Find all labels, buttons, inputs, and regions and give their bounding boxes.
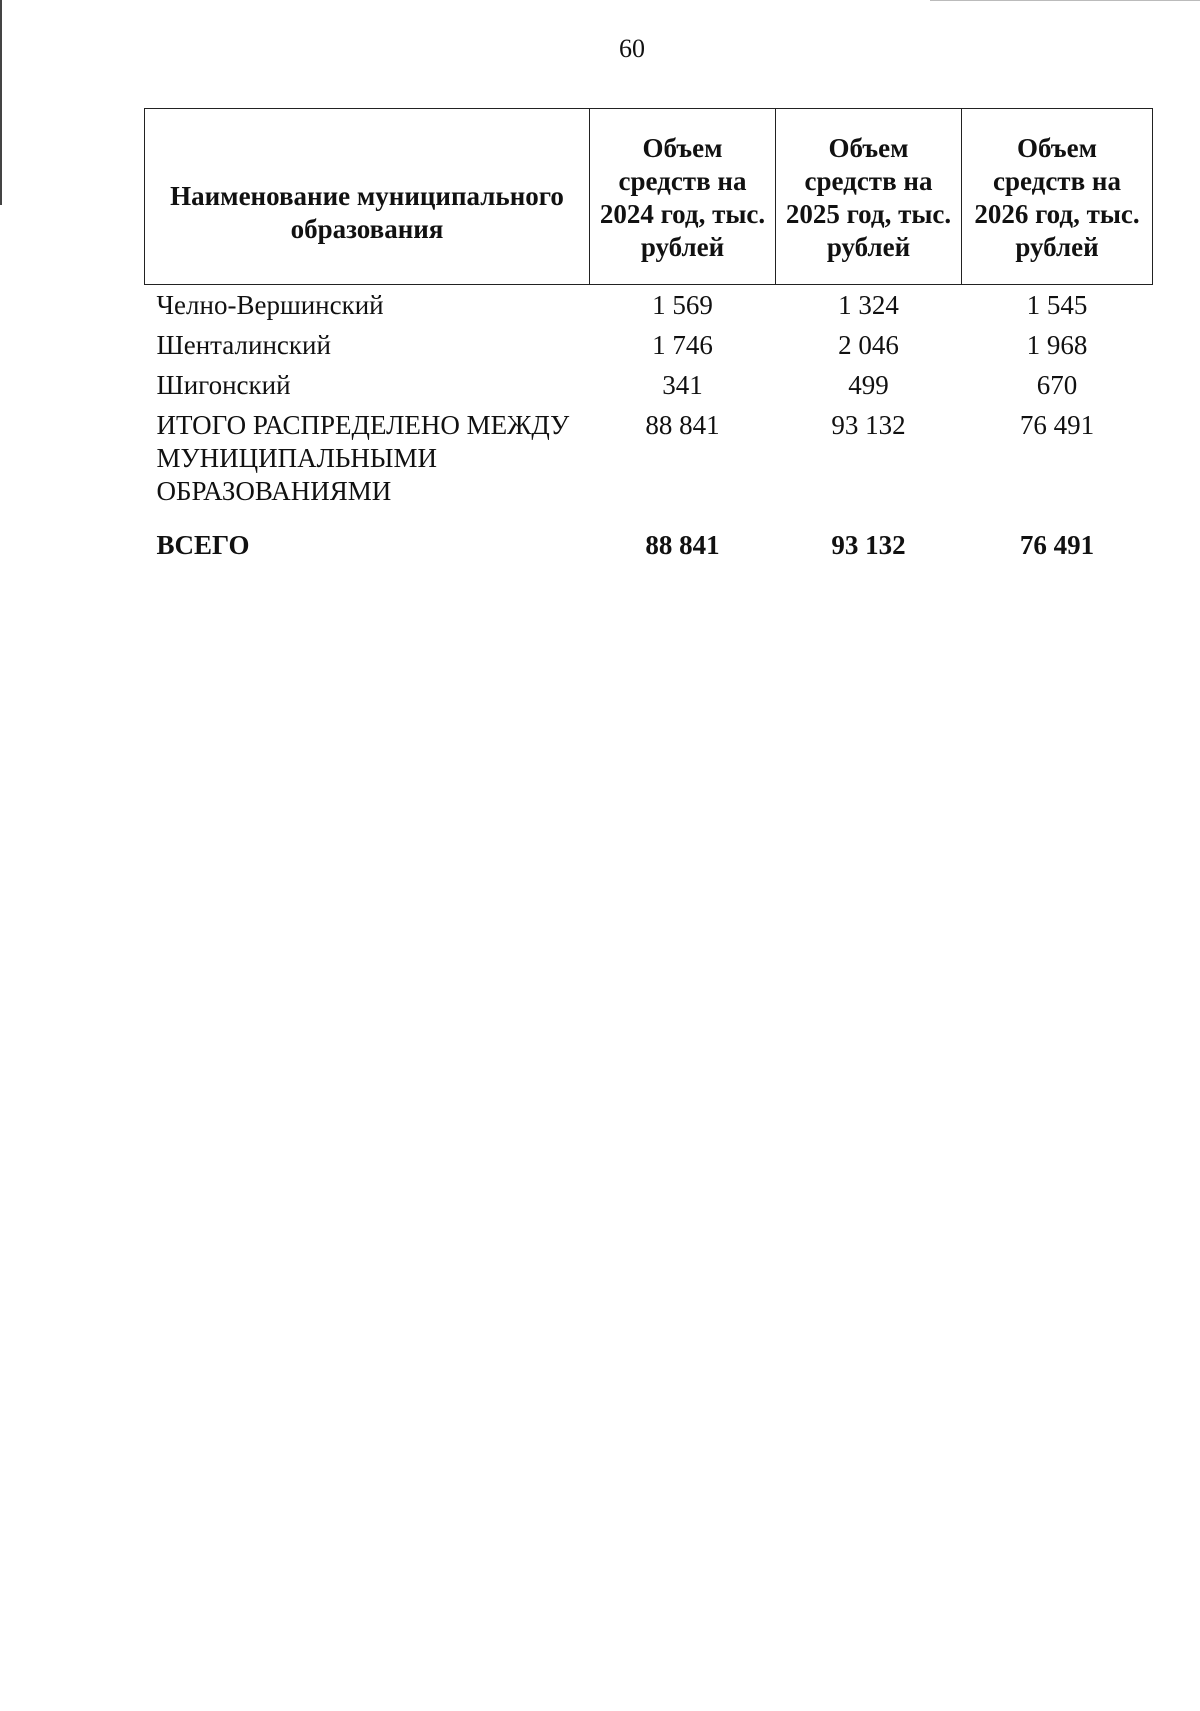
table-header <box>145 109 1153 285</box>
header-municipality: Наименование муниципального образования <box>145 109 590 285</box>
amount-2024: 1 746 <box>652 330 713 360</box>
amount-2025: 1 324 <box>838 290 899 320</box>
budget-table <box>144 108 1153 565</box>
amount-2025: 2 046 <box>838 330 899 360</box>
total-2026: 76 491 <box>1019 530 1095 560</box>
subtotal-2024: 88 841 <box>645 410 720 440</box>
table-body <box>145 285 1153 566</box>
table-row <box>145 365 1153 405</box>
total-row <box>145 511 1153 565</box>
scan-edge-left <box>0 0 2 205</box>
total-2024: 88 841 <box>645 530 720 560</box>
amount-2026: 1 968 <box>1026 330 1088 360</box>
amount-2025: 499 <box>848 370 889 400</box>
header-amount-2024: Объем средств на 2024 год, тыс. рублей <box>590 109 776 285</box>
page-number: 60 <box>619 34 645 63</box>
header-row <box>145 109 1153 285</box>
header-amount-2026: Объем средств на 2026 год, тыс. рублей <box>962 109 1153 285</box>
scan-edge-top <box>930 0 1200 1</box>
municipality-name: Шигонский <box>156 370 291 400</box>
amount-2026: 1 545 <box>1026 290 1088 320</box>
header-amount-2025: Объем средств на 2025 год, тыс. рублей <box>776 109 962 285</box>
subtotal-row <box>145 405 1153 511</box>
amount-2024: 1 569 <box>652 290 713 320</box>
subtotal-2026: 76 491 <box>1019 410 1095 440</box>
table-row <box>145 325 1153 365</box>
subtotal-2025: 93 132 <box>831 410 906 440</box>
amount-2026: 670 <box>1036 370 1078 400</box>
total-label: ВСЕГО <box>156 530 250 560</box>
subtotal-label: ИТОГО РАСПРЕДЕЛЕНО МЕЖДУ МУНИЦИПАЛЬНЫМИ ОБРАЗОВАНИЯМИ <box>156 410 570 506</box>
municipality-name: Шенталинский <box>156 330 331 360</box>
amount-2024: 341 <box>662 370 703 400</box>
municipality-name: Челно-Вершинский <box>156 290 384 320</box>
total-2025: 93 132 <box>831 530 906 560</box>
table-row <box>145 285 1153 326</box>
